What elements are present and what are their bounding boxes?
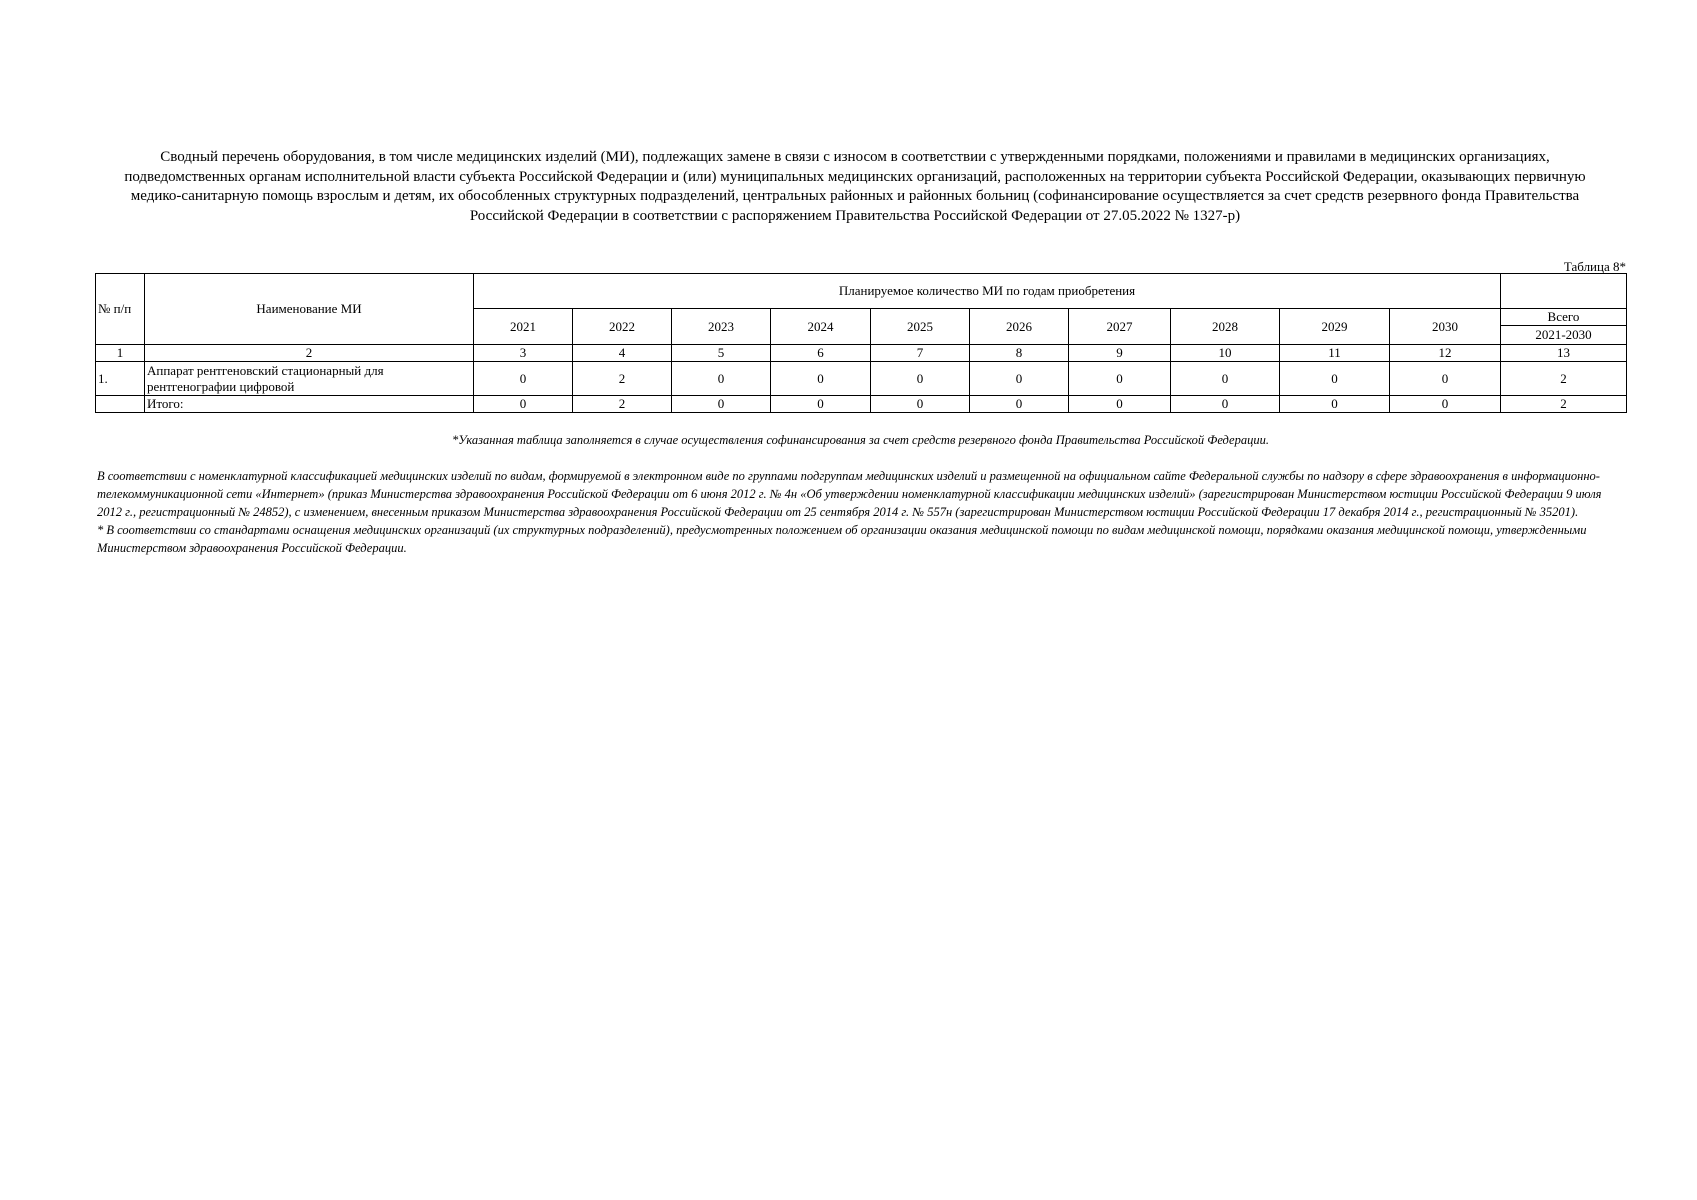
summary-value-2023: 0 [672,396,771,413]
column-index-cell: 11 [1280,345,1390,362]
column-index-cell: 2 [145,345,474,362]
column-index-cell: 1 [96,345,145,362]
header-year-2030: 2030 [1390,309,1501,345]
column-index-cell: 5 [672,345,771,362]
header-year-2025: 2025 [871,309,970,345]
row-total: 2 [1501,362,1627,396]
summary-num-empty [96,396,145,413]
column-index-cell: 13 [1501,345,1627,362]
column-index-cell: 4 [573,345,672,362]
header-year-2026: 2026 [970,309,1069,345]
footnotes [97,467,1627,557]
summary-value-2030: 0 [1390,396,1501,413]
equipment-table [95,273,1627,413]
row-value-2025: 0 [871,362,970,396]
table-note: *Указанная таблица заполняется в случае осуществления софинансирования за счет средств резервного фонда Правительства Российской Федерации. [452,433,1269,447]
row-value-2030: 0 [1390,362,1501,396]
header-year-2023: 2023 [672,309,771,345]
summary-label: Итого: [145,396,474,413]
footnote-classification: В соответствии с номенклатурной классификацией медицинских изделий по видам, формируемой в электронном виде по группами подгруппам медицинских изделий и размещенной на официальном сайте Федеральной службы по надзору в сфере здравоохранения в информационно-телекоммуникационной сети «Интернет» (приказ Министерства здравоохранения Российской Федерации от 6 июня 2012 г. № 4н «Об утверждении номенклатурной классификации медицинских изделий» (зарегистрирован Министерством юстиции Российской Федерации 9 июля 2012 г., регистрационный № 24852), с изменением, внесенным приказом Министерства здравоохранения Российской Федерации от 25 сентября 2014 г. № 557н (зарегистрирован Министерством юстиции Российской Федерации 17 декабря 2014 г., регистрационный № 35201). [97,469,1602,519]
header-num: № п/п [96,274,145,345]
row-value-2027: 0 [1069,362,1171,396]
row-value-2021: 0 [474,362,573,396]
header-years-group: Планируемое количество МИ по годам приобретения [474,274,1501,309]
column-index-cell: 9 [1069,345,1171,362]
column-index-cell: 8 [970,345,1069,362]
summary-value-2027: 0 [1069,396,1171,413]
column-index-row [96,345,1627,362]
summary-value-2024: 0 [771,396,871,413]
row-value-2023: 0 [672,362,771,396]
summary-value-2029: 0 [1280,396,1390,413]
column-index-cell: 10 [1171,345,1280,362]
table-caption: Таблица 8* [1563,259,1626,274]
summary-row [96,396,1627,413]
header-year-2021: 2021 [474,309,573,345]
header-total [1501,309,1627,345]
column-index-cell: 12 [1390,345,1501,362]
row-name: Аппарат рентгеновский стационарный для рентгенографии цифровой [145,362,474,396]
row-value-2026: 0 [970,362,1069,396]
header-year-2022: 2022 [573,309,672,345]
header-year-2028: 2028 [1171,309,1280,345]
header-year-2029: 2029 [1280,309,1390,345]
summary-value-2022: 2 [573,396,672,413]
row-value-2029: 0 [1280,362,1390,396]
summary-value-2025: 0 [871,396,970,413]
header-total-range: 2021-2030 [1535,327,1592,342]
column-index-cell: 7 [871,345,970,362]
document-title: Сводный перечень оборудования, в том числе медицинских изделий (МИ), подлежащих замене в связи с износом в соответствии с утвержденными порядками, положениями и правилами в медицинских организациях, подведомственных органам исполнительной власти субъекта Российской Федерации и (или) муниципальных медицинских организаций, расположенных на территории субъекта Российской Федерации, оказывающих первичную медико-санитарную помощь взрослым и детям, их обособленных структурных подразделений, центральных районных и районных больниц (софинансирование осуществляется за счет средств резервного фонда Правительства Российской Федерации в соответствии с распоряжением Правительства Российской Федерации от 27.05.2022 № 1327-р) [124,149,1586,224]
summary-value-2028: 0 [1171,396,1280,413]
data-rows [96,362,1627,396]
column-index-cell: 6 [771,345,871,362]
row-value-2028: 0 [1171,362,1280,396]
row-num: 1. [96,362,145,396]
footnote-standards: * В соответствии со стандартами оснащения медицинских организаций (их структурных подразделений), предусмотренных положением об организации оказания медицинской помощи по видам медицинской помощи, порядками оказания медицинской помощи, утвержденными Министерством здравоохранения Российской Федерации. [97,523,1587,555]
column-index-cell: 3 [474,345,573,362]
row-value-2022: 2 [573,362,672,396]
header-year-2024: 2024 [771,309,871,345]
header-name: Наименование МИ [145,274,474,345]
summary-value-2021: 0 [474,396,573,413]
header-year-2027: 2027 [1069,309,1171,345]
header-total-label: Всего [1501,309,1626,326]
row-value-2024: 0 [771,362,871,396]
summary-total: 2 [1501,396,1627,413]
summary-value-2026: 0 [970,396,1069,413]
table-row [96,362,1627,396]
header-total-top [1501,274,1627,309]
